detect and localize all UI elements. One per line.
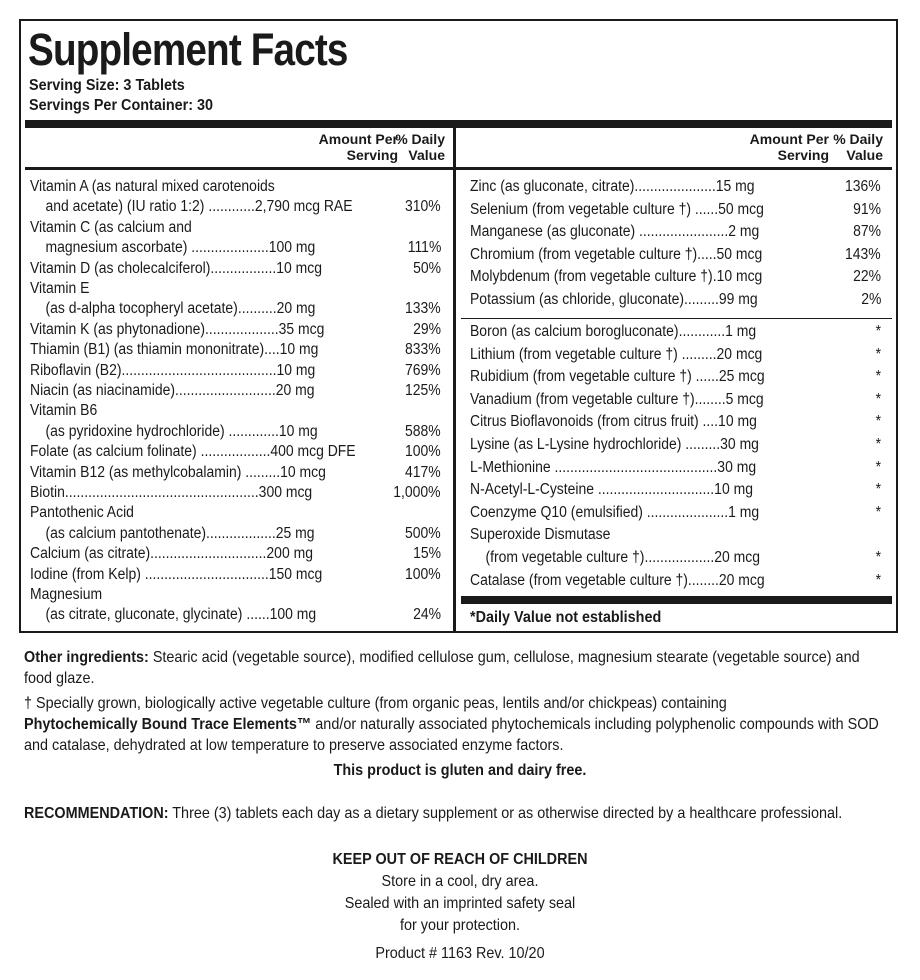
- right-section-divider: [461, 318, 892, 319]
- panel-title: Supplement Facts: [28, 24, 348, 75]
- nutrient-row-label: and acetate) (IU ratio 1:2) ............2,790 mcg RAE: [30, 198, 353, 216]
- nutrient-row-label: Biotin..................................................300 mcg: [30, 484, 313, 501]
- nutrient-row-label: Vitamin B12 (as methylcobalamin) .........10 mcg: [30, 463, 326, 481]
- nutrient-row-label: Vitamin D (as cholecalciferol).................10 mcg: [30, 259, 323, 277]
- left-dv-header: % Daily Value: [395, 131, 445, 163]
- nutrient-row-label: (as d-alpha tocopheryl acetate)..........20 mg: [30, 300, 316, 318]
- trace-elements-trademark: Phytochemically Bound Trace Elements™: [24, 716, 312, 733]
- nutrient-row-label: Molybdenum (from vegetable culture †).10 mcg: [470, 268, 763, 285]
- daily-value-cell: *: [875, 458, 881, 476]
- serving-size: Serving Size: 3 Tablets: [29, 77, 185, 94]
- nutrient-row-label: Rubidium (from vegetable culture †) ......25 mcg: [470, 368, 765, 386]
- right-dv-header: % Daily Value: [833, 131, 883, 163]
- daily-value-cell: *: [875, 323, 881, 340]
- nutrient-row-label: Boron (as calcium borogluconate)............1 mg: [470, 323, 757, 340]
- header-thick-rule: [25, 120, 892, 128]
- nutrient-row-label: Vitamin E: [30, 280, 90, 297]
- recommendation-label: RECOMMENDATION:: [24, 805, 169, 822]
- nutrient-row-label: Coenzyme Q10 (emulsified) .....................1 mg: [470, 503, 760, 521]
- daily-value-cell: 2%: [860, 290, 881, 308]
- daily-value-cell: 143%: [845, 245, 881, 263]
- nutrient-row-label: Vanadium (from vegetable culture †)........5 mcg: [470, 390, 764, 408]
- bottom-thick-rule: [461, 596, 892, 604]
- daily-value-cell: 417%: [405, 463, 441, 481]
- daily-value-cell: *: [875, 368, 881, 386]
- right-amount-header: Amount Per Serving: [749, 131, 829, 163]
- daily-value-cell: 29%: [413, 320, 441, 338]
- nutrient-row-label: Lithium (from vegetable culture †) .........20 mcg: [470, 345, 763, 363]
- nutrient-row-label: Lysine (as L-Lysine hydrochloride) .........30 mg: [470, 436, 759, 453]
- daily-value-cell: *: [875, 481, 881, 499]
- daily-value-cell: 24%: [413, 606, 441, 624]
- nutrient-row-label: Riboflavin (B2)........................................10 mg: [30, 361, 316, 379]
- daily-value-cell: 310%: [405, 198, 441, 216]
- other-ingredients-label: Other ingredients:: [24, 649, 149, 666]
- nutrient-row-label: Calcium (as citrate)..............................200 mg: [30, 545, 313, 563]
- daily-value-cell: *: [875, 345, 881, 363]
- nutrient-row-label: Niacin (as niacinamide)..........................20 mg: [30, 382, 315, 399]
- nutrient-row-label: Vitamin A (as natural mixed carotenoids: [30, 178, 275, 195]
- right-header-rule: [456, 167, 892, 170]
- nutrient-row-label: Vitamin C (as calcium and: [30, 218, 192, 236]
- nutrient-row-label: Catalase (from vegetable culture †)........20 mcg: [470, 571, 765, 589]
- nutrient-row-label: Magnesium: [30, 586, 103, 603]
- nutrient-row-label: N-Acetyl-L-Cysteine ..............................10 mg: [470, 481, 753, 499]
- daily-value-cell: 50%: [413, 259, 441, 277]
- safety-seal-line-2: for your protection.: [399, 917, 521, 934]
- daily-value-cell: *: [875, 549, 881, 566]
- daily-value-cell: 100%: [405, 565, 441, 583]
- daily-value-cell: 100%: [405, 443, 441, 461]
- safety-seal-line-1: Sealed with an imprinted safety seal: [344, 895, 576, 912]
- nutrient-row-label: Thiamin (B1) (as thiamin mononitrate)....10 mg: [30, 341, 319, 359]
- product-number: Product # 1163 Rev. 10/20: [375, 945, 545, 962]
- nutrient-row-label: Selenium (from vegetable culture †) ......50 mcg: [470, 200, 764, 218]
- daily-value-cell: 133%: [405, 300, 441, 318]
- daily-value-cell: 15%: [413, 545, 441, 563]
- other-ingredients: [24, 647, 888, 689]
- nutrient-row-label: Manganese (as gluconate) .......................2 mg: [470, 223, 760, 240]
- servings-per-container: Servings Per Container: 30: [29, 97, 214, 114]
- nutrient-row-label: Folate (as calcium folinate) ..................400 mcg DFE: [30, 443, 356, 461]
- nutrient-row-label: Superoxide Dismutase: [470, 526, 611, 544]
- gluten-dairy-free: This product is gluten and dairy free.: [333, 762, 587, 779]
- daily-value-cell: 22%: [853, 268, 881, 285]
- daily-value-cell: 500%: [405, 524, 441, 542]
- daily-value-cell: 91%: [853, 200, 881, 218]
- nutrient-row-label: Potassium (as chloride, gluconate).........99 mg: [470, 290, 758, 308]
- nutrient-row-label: Pantothenic Acid: [30, 504, 134, 522]
- child-warning: KEEP OUT OF REACH OF CHILDREN: [332, 851, 588, 868]
- nutrient-row-label: Citrus Bioflavonoids (from citrus fruit) ....10 mg: [470, 413, 757, 431]
- nutrient-row-label: (as citrate, gluconate, glycinate) ......100 mg: [30, 606, 317, 624]
- other-ingredients-text: Stearic acid (vegetable source), modified cellulose gum, cellulose, magnesium stearate (vegetable source) and food glaze.: [24, 649, 860, 687]
- supplement-facts-panel: [19, 19, 898, 633]
- nutrient-row-label: Vitamin K (as phytonadione)...................35 mcg: [30, 320, 325, 338]
- storage-instructions: Store in a cool, dry area.: [381, 873, 539, 890]
- nutrient-row-label: Chromium (from vegetable culture †).....50 mcg: [470, 245, 763, 263]
- column-divider: [453, 128, 456, 631]
- daily-value-cell: *: [875, 571, 881, 589]
- daily-value-cell: 125%: [405, 382, 441, 399]
- daily-value-cell: 1,000%: [393, 484, 441, 501]
- nutrient-row-label: (as pyridoxine hydrochloride) .............10 mg: [30, 422, 318, 440]
- recommendation-text: Three (3) tablets each day as a dietary supplement or as otherwise directed by a healthcare professional.: [168, 805, 843, 822]
- left-header-rule: [25, 167, 453, 170]
- daily-value-cell: 136%: [845, 178, 881, 195]
- recommendation: [24, 803, 888, 824]
- daily-value-cell: *: [875, 503, 881, 521]
- nutrient-row-label: (as calcium pantothenate)..................25 mg: [30, 524, 315, 542]
- nutrient-row-label: Vitamin B6: [30, 402, 98, 420]
- nutrient-row-label: L-Methionine ..........................................30 mg: [470, 458, 757, 476]
- daily-value-cell: *: [875, 436, 881, 453]
- daily-value-cell: 769%: [405, 361, 441, 379]
- daily-value-cell: 87%: [853, 223, 881, 240]
- nutrient-row-label: magnesium ascorbate) ....................100 mg: [30, 239, 316, 257]
- daily-value-cell: 588%: [405, 422, 441, 440]
- daily-value-cell: *: [875, 390, 881, 408]
- daily-value-cell: *: [875, 413, 881, 431]
- dagger-footnote: † Specially grown, biologically active vegetable culture (from organic peas, lentils and/or chickpeas) containing Phytochemically Bound Trace Elements™ and/or naturally associated phytochemicals including polyphenolic compounds with SOD and catalase, dehydrated at low temperature to preserve associated enzyme factors.: [24, 695, 879, 754]
- nutrient-row-label: Iodine (from Kelp) ................................150 mcg: [30, 565, 323, 583]
- daily-value-cell: 111%: [407, 239, 441, 257]
- nutrient-row-label: Zinc (as gluconate, citrate).....................15 mg: [470, 178, 755, 195]
- left-amount-header: Amount Per Serving: [318, 131, 398, 163]
- nutrient-row-label: (from vegetable culture †)..................20 mcg: [470, 549, 760, 566]
- daily-value-note: *Daily Value not established: [470, 609, 662, 626]
- daily-value-cell: 833%: [405, 341, 441, 359]
